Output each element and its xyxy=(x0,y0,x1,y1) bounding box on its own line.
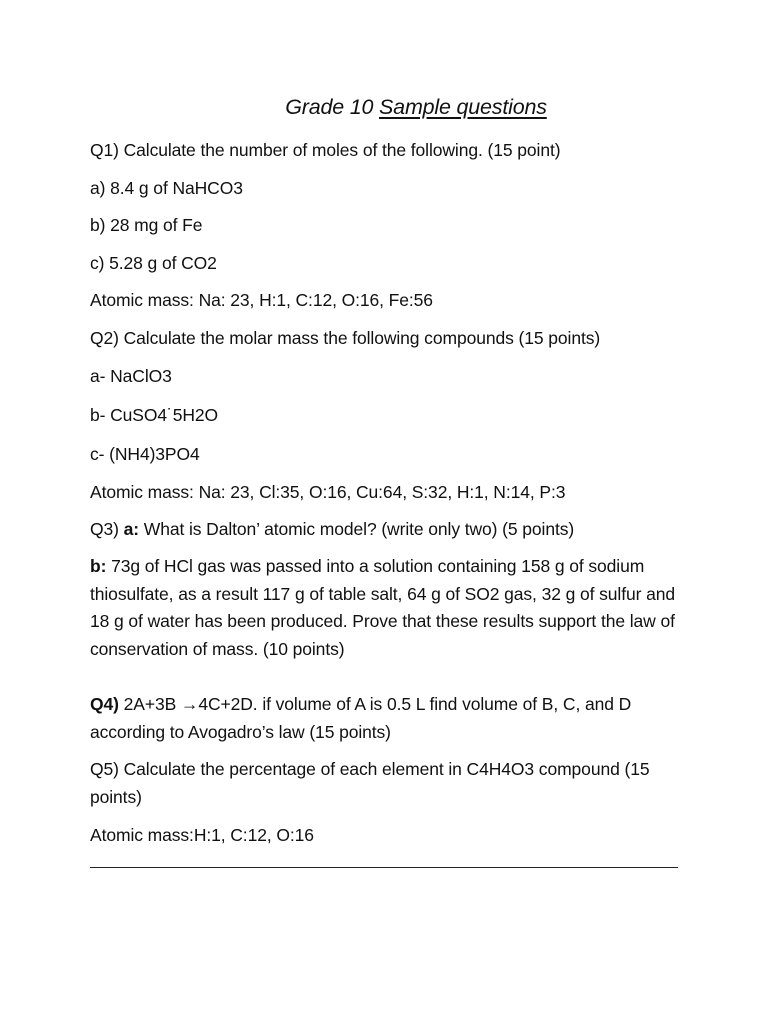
q5-atomic-mass: Atomic mass:H:1, C:12, O:16 xyxy=(90,825,314,845)
page-title xyxy=(0,95,768,120)
q4-text: 2A+3B →4C+2D. if volume of A is 0.5 L find volume of B, C, and D according to Avogadro’s law (15 points) xyxy=(90,694,632,742)
q2-item-b: b- CuSO4˙5H2O xyxy=(90,405,219,425)
q5-question: Q5) Calculate the percentage of each element in C4H4O3 compound (15 points) xyxy=(90,759,650,807)
q4-question xyxy=(90,691,690,746)
title-underlined: Sample questions xyxy=(379,95,547,119)
q1-item-a: a) 8.4 g of NaHCO3 xyxy=(90,178,243,198)
q2-item-a: a- NaClO3 xyxy=(90,366,172,386)
q1-atomic-mass: Atomic mass: Na: 23, H:1, C:12, O:16, Fe:56 xyxy=(90,290,433,310)
q3-b-text: 73g of HCl gas was passed into a solution containing 158 g of sodium thiosulfate, as a result 117 g of table salt, 64 g of SO2 gas, 32 g of sulfur and 18 g of water has been produced. Prove that these results support the law of conservation of mass. (10 points) xyxy=(90,556,676,659)
bottom-divider xyxy=(90,867,678,868)
q1-item-c: c) 5.28 g of CO2 xyxy=(90,253,217,273)
q2-item-c: c- (NH4)3PO4 xyxy=(90,444,200,464)
q2-heading: Q2) Calculate the molar mass the following compounds (15 points) xyxy=(90,328,601,348)
q3-b-label: b: xyxy=(90,556,107,576)
q4-label: Q4) xyxy=(90,694,119,714)
q3-part-b xyxy=(90,553,690,663)
q3-label: Q3) xyxy=(90,519,124,539)
title-prefix: Grade 10 xyxy=(285,95,380,119)
q3-part-a xyxy=(90,519,574,540)
q3-a-text: What is Dalton’ atomic model? (write only two) (5 points) xyxy=(139,519,575,539)
q3-a-label: a: xyxy=(123,519,140,539)
q1-item-b: b) 28 mg of Fe xyxy=(90,215,203,235)
q1-heading: Q1) Calculate the number of moles of the following. (15 point) xyxy=(90,140,561,160)
q2-atomic-mass: Atomic mass: Na: 23, Cl:35, O:16, Cu:64, S:32, H:1, N:14, P:3 xyxy=(90,482,566,502)
